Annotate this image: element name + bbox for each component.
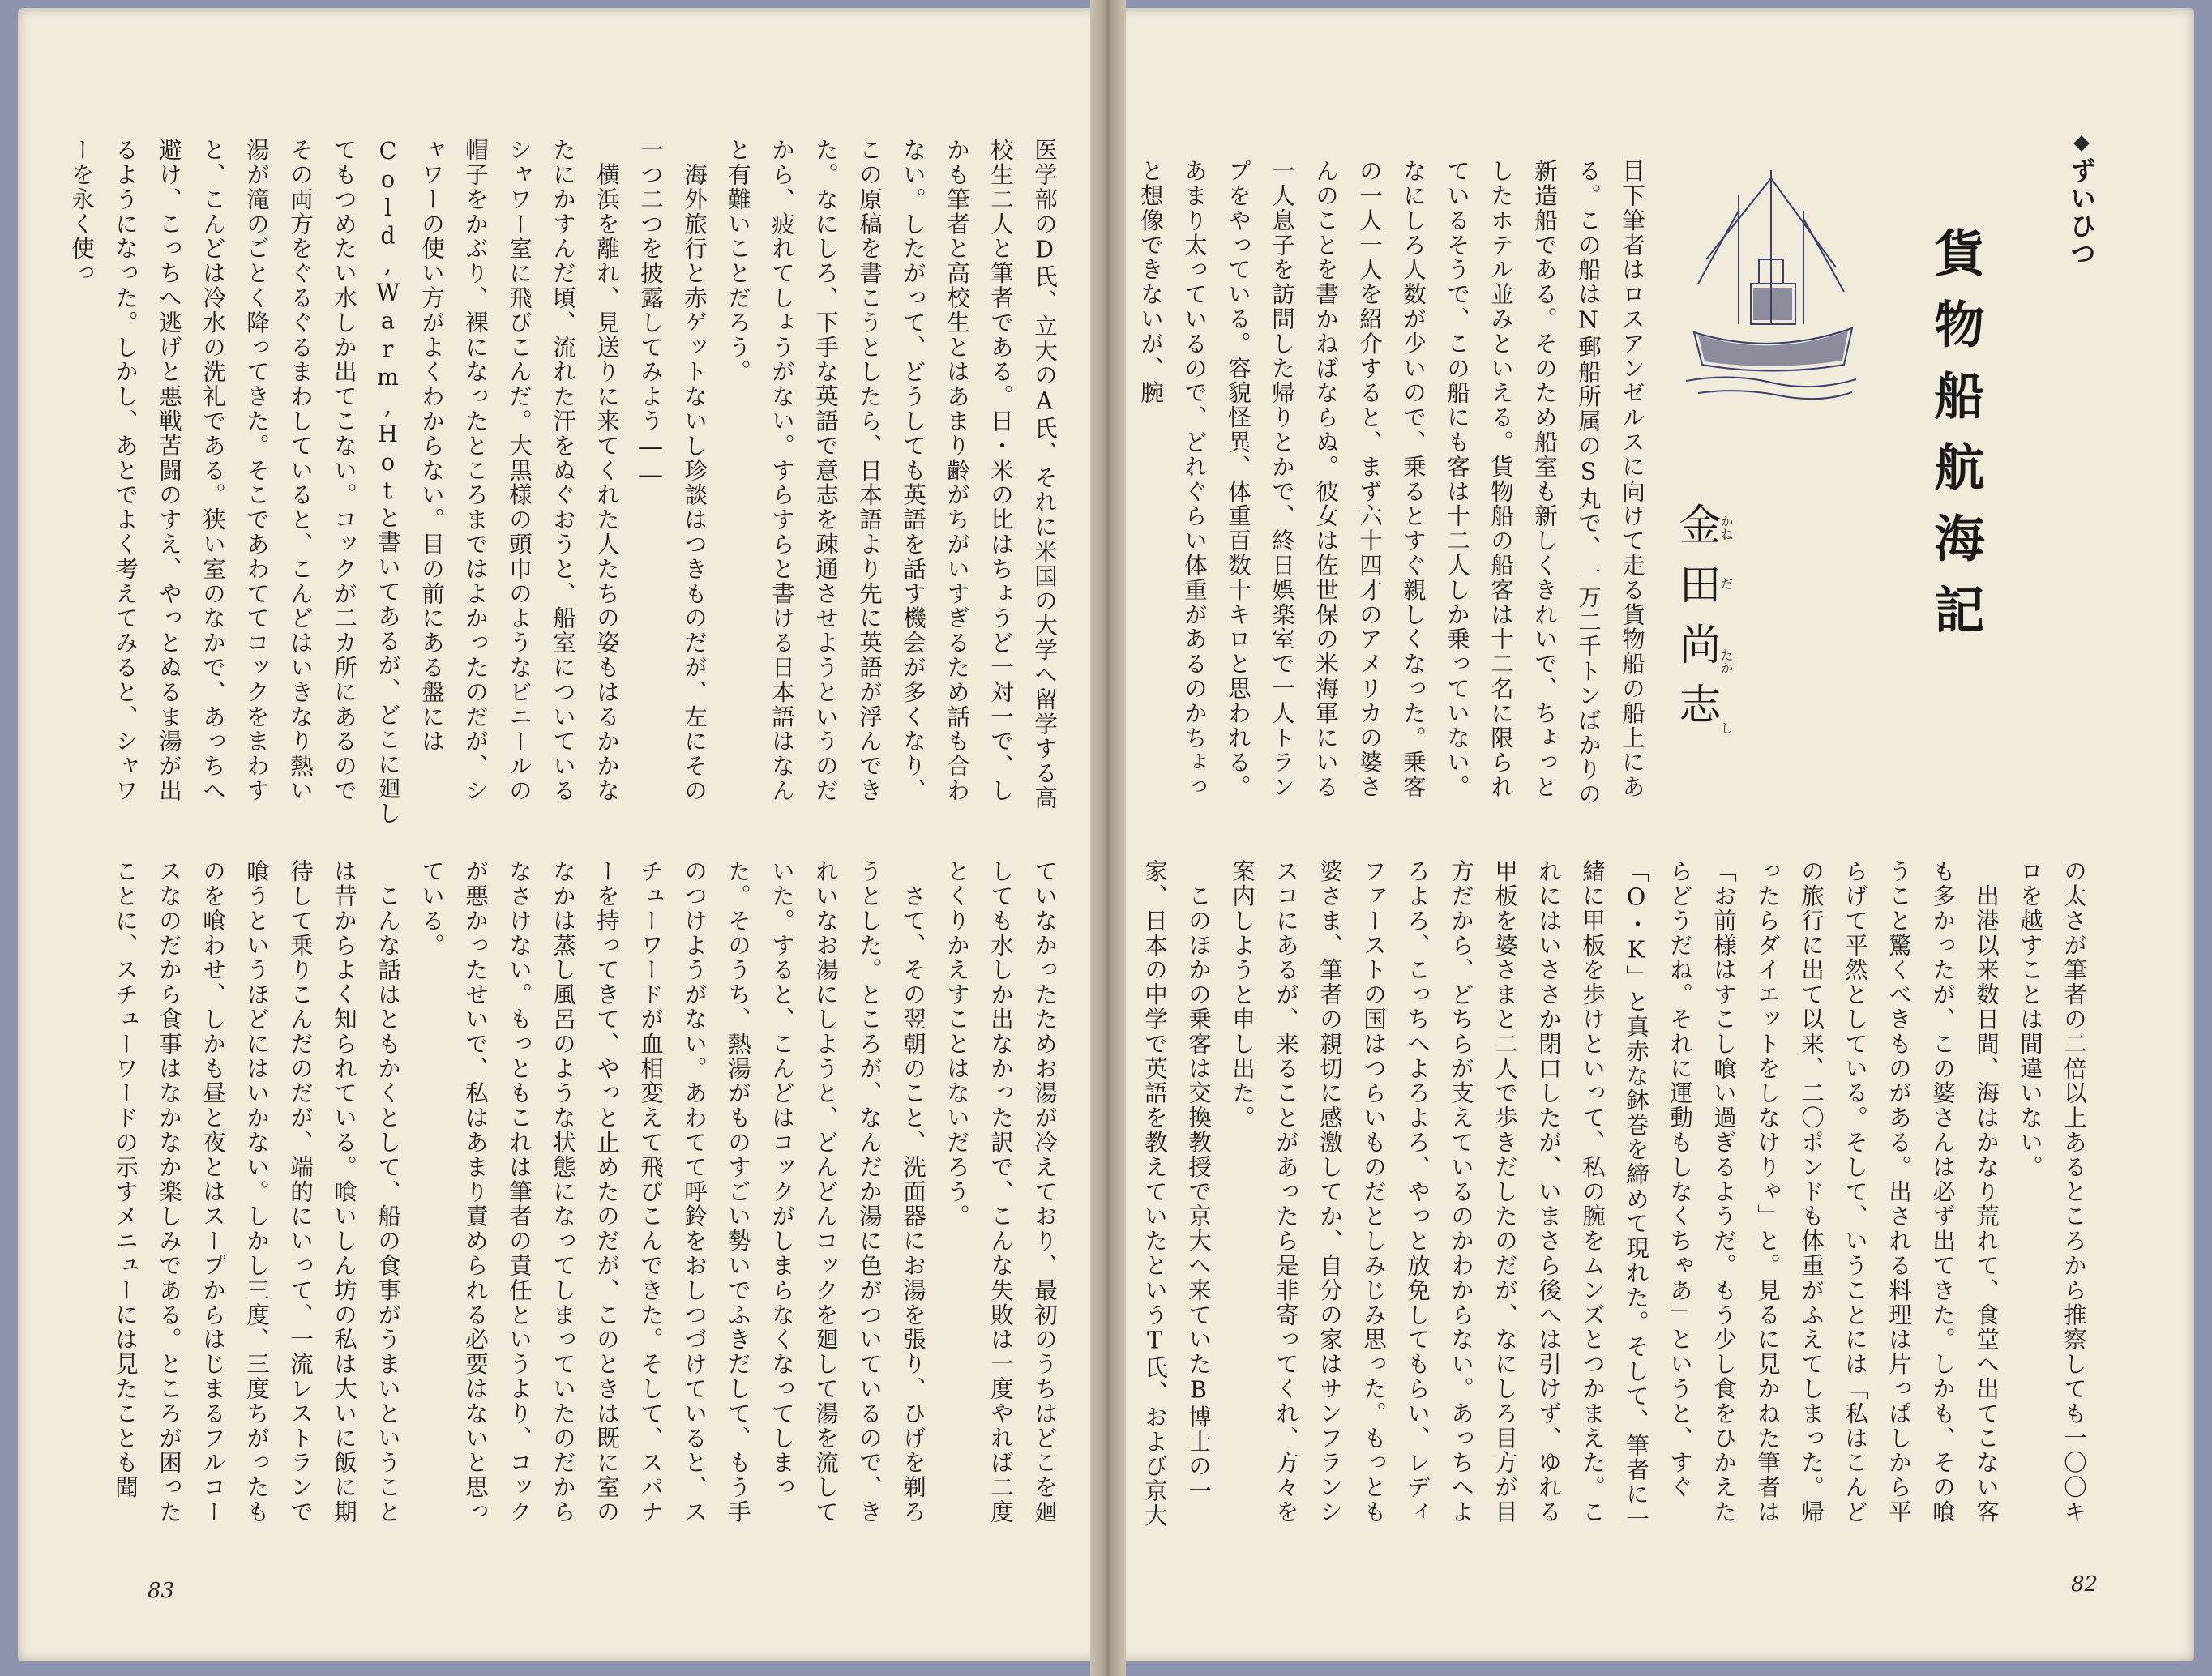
series-text: ずいひつ	[2066, 157, 2097, 267]
left-top-column: 医学部のD氏、立大のA氏、それに米国の大学へ留学する高校生二人と筆者である。日・米の比はちょうど一対一で、しかも筆者と高校生とはあまり齢がちがいすぎるため話も合わない。したがって、どうしても英語を話す機会が多くなり、この原稿を書こうとしたら、日本語より先に英語が浮んできた。なにしろ、下手な英語で意志を疎通させようというのだから、疲れてしょうがない。すらすらと書ける日本語はなんと有難いことだろう。 海外旅行と赤ゲットないし珍談はつきものだが、左にその一つ二つを披露してみよう―― 横浜を離れ、見送りに来てくれた人たちの姿もはるかかなたにかすんだ頃、流れた汗をぬぐおうと、船室についているシャワー室に飛びこんだ。大黒様の頭巾のようなビニールの帽子をかぶり、裸になったところまではよかったのだが、シャワーの使い方がよくわからない。目の前にある盤にはCold,Warm,Hotと書いてあるが、どこに廻してもつめたい水しか出てこない。コックが二カ所にあるのでその両方をぐるぐるまわしていると、こんどはいきなり熱い湯が滝のごとく降ってきた。そこであわててコックをまわすと、こんどは冷水の洗礼である。狭い室のなかで、あっちへ避け、こっちへ逃げと悪戦苦闘のすえ、やっとぬるま湯が出るようになった。しかし、あとでよく考えてみると、シャワーを永く使っ	[68, 138, 1058, 826]
series-label	[2063, 138, 2100, 267]
ship-illustration-icon	[1682, 162, 1860, 405]
right-bottom-column: の太さが筆者の二倍以上あるところから推察しても一〇〇キロを越すことは間違いない。 出港以来数日間、海はかなり荒れて、食堂へ出てこない客も多かったが、この婆さんは必ず出てきた。しかも、その喰うこと驚くべきものがある。出される料理は片っぱしから平らげて平然としている。そして、いうことには「私はこんどの旅行に出て以来、二〇ポンドも体重がふえてしまった。帰ったらダイエットをしなけりゃ」と。見るに見かねた筆者は「お前様はすこし喰い過ぎるようだ。もう少し食をひかえたらどうだね。それに運動もしなくちゃあ」というと、すぐ「O・K」と真赤な鉢巻を締めて現れた。そして、筆者に一緒に甲板を歩けといって、私の腕をムンズとつかまえた。これにはいささか閉口したが、いまさら後へは引けず、ゆれる甲板を婆さまと二人で歩きだしたのだが、なにしろ目方が目方だから、どちらが支えているのかわからない。あっちへよろよろ、こっちへよろよろ、やっと放免してもらい、レディファーストの国はつらいものだとしみじみ思った。もっとも婆さま、筆者の親切に感激してか、自分の家はサンフランシスコにあるが、来ることがあったら是非寄ってくれ、方々を案内しようと申し出た。 このほかの乗客は交換教授で京大へ来ていたB博士の一家、日本の中学で英語を教えていたというT氏、および京大	[1141, 859, 2087, 1532]
book-gutter	[1090, 0, 1126, 1676]
author-name: 金田尚志	[1671, 502, 1720, 742]
right-top-column: 目下筆者はロスアンゼルスに向けて走る貨物船の船上にある。この船はN郵船所属のS丸で、一万二千トンばかりの新造船である。そのため船室も新しくきれいで、ちょっとしたホテル並みといえる。貨物船の船客は十二名に限られているそうで、この船にも客は十二人しか乗っていない。なにしろ人数が少いので、乗るとすぐ親しくなった。乗客の一人一人を紹介すると、まず六十四才のアメリカの婆さんのことを書かねばならぬ。彼女は佐世保の米海軍にいる一人息子を訪問した帰りとかで、終日娯楽室で一人トランプをやっている。容貌怪異、体重百数十キロと思われる。あまり太っているので、どれぐらい体重があるのかちょっと想像できないが、腕	[1137, 159, 1645, 807]
left-bottom-column: ていなかったためお湯が冷えており、最初のうちはどこを廻しても水しか出なかった訳で、こんな失敗は一度やれば二度とくりかえすことはないだろう。 さて、その翌朝のこと、洗面器にお湯を張り、ひげを剃ろうとした。ところが、なんだか湯に色がついているので、きれいなお湯にしようと、どんどんコックを廻して湯を流していた。すると、こんどはコックがしまらなくなってしまった。そのうち、熱湯がものすごい勢いでふきだして、もう手のつけようがない。あわてて呼鈴をおしつづけていると、スチューワードが血相変えて飛びこんできた。そして、スパナーを持ってきて、やっと止めたのだが、このときは既に室のなかは蒸し風呂のような状態になってしまっていたのだからなさけない。もっともこれは筆者の責任というより、コックが悪かったせいで、私はあまり責められる必要はないと思っている。 こんな話はともかくとして、船の食事がうまいということは昔からよく知られている。喰いしん坊の私は大いに飯に期待して乗りこんだのだが、端的にいって、一流レストランで喰うというほどにはいかない。しかし三度、三度ちがったものを喰わせ、しかも昼と夜とはスープからはじまるフルコースなのだから食事はなかなか楽しみである。ところが困ったことに、スチューワードの示すメニューには見たことも聞	[112, 859, 1058, 1524]
author-ruby-3: たか	[1718, 648, 1734, 674]
article-title: 貨物船航海記	[1926, 227, 1985, 655]
diamond-icon	[2073, 135, 2090, 152]
left-page-number: 83	[148, 1579, 175, 1603]
author-ruby-1: かね	[1718, 515, 1734, 541]
author-ruby-4: し	[1718, 721, 1734, 734]
author-ruby-2: だ	[1718, 577, 1734, 590]
right-page-number: 82	[2071, 1572, 2099, 1597]
